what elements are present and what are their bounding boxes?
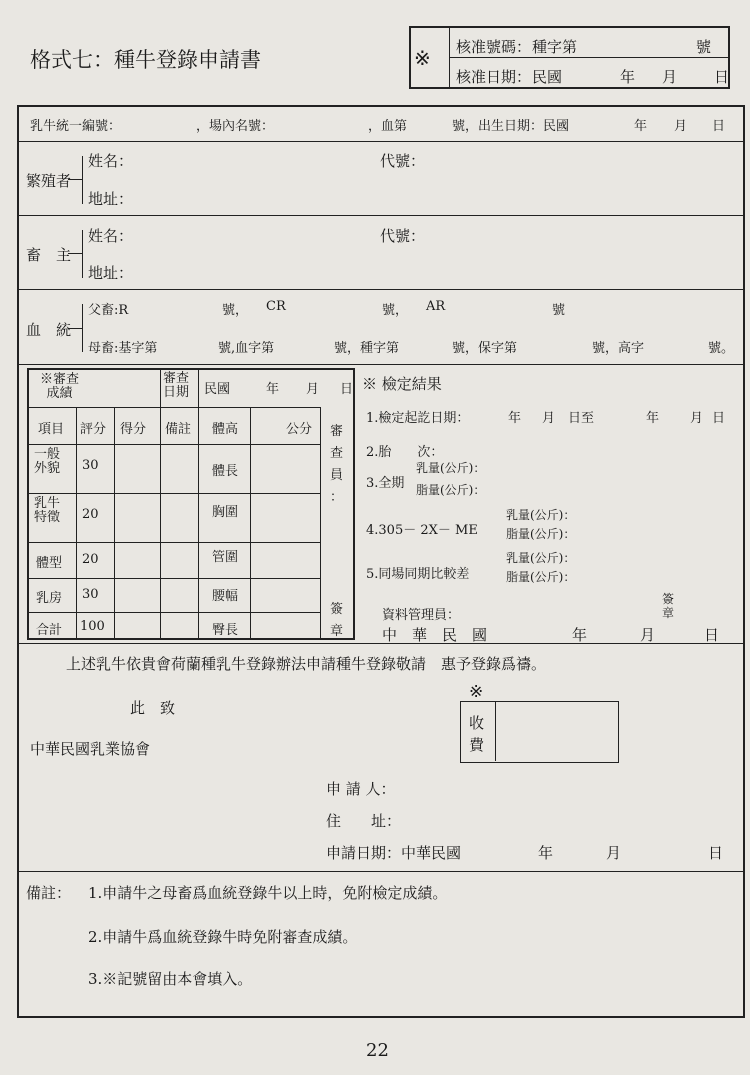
col-got: 得分 — [120, 422, 147, 437]
result-label-1: ※審查 — [40, 372, 80, 387]
item-row-1: 乳牛 特徵 — [34, 496, 61, 525]
examiner-4: ： — [330, 490, 344, 505]
item-row-3: 乳房 — [36, 591, 63, 606]
farm-name-label: ，場內名號： — [196, 119, 275, 134]
date-label-block — [163, 372, 189, 400]
blood-label: ，血第 — [368, 119, 408, 134]
test-item4: 4.305－ 2X－ ME — [366, 523, 478, 538]
measure-3: 管圍 — [212, 550, 239, 565]
test-month: 月 — [640, 626, 656, 644]
apply-month: 月 — [606, 844, 622, 862]
approval-no-value: 種字第 — [532, 38, 578, 56]
score-row-2: 20 — [82, 552, 99, 567]
col-score: 評分 — [80, 422, 107, 437]
ar-hao: 號 — [552, 303, 566, 318]
item-row-0: 一般 外貌 — [34, 447, 61, 476]
test-item1-to: 日至 — [568, 411, 595, 426]
note-2: 2.申請牛爲血統登錄牛時免附審查成績。 — [88, 928, 358, 946]
result-label-2: 成績 — [46, 386, 73, 401]
manager-sign-1: 簽 — [662, 592, 675, 606]
dam-guard: 號，保字第 — [452, 341, 518, 356]
approval-no-label: 核准號碼： — [456, 38, 532, 56]
test-item1: 1.檢定起訖日期： — [366, 411, 470, 426]
approval-no-suffix: 號 — [696, 38, 712, 56]
approval-day: 日 — [714, 68, 730, 86]
test-item1-y: 年 — [508, 411, 522, 426]
request-to: 此 致 — [130, 699, 176, 717]
dam-high: 號，高字 — [592, 341, 645, 356]
note-1: 1.申請牛之母畜爲血統登錄牛以上時，免附檢定成績。 — [88, 884, 448, 902]
breeder-address-label: 地址： — [88, 190, 134, 208]
score-row-4: 100 — [80, 619, 105, 634]
notes-label: 備註： — [26, 884, 72, 902]
apply-day: 日 — [708, 844, 724, 862]
test-item1-m2: 月 — [690, 411, 704, 426]
test-item1-d2: 日 — [712, 411, 726, 426]
breeder-code-label: 代號： — [380, 152, 426, 170]
owner-label: 畜 主 — [26, 246, 72, 264]
page-number: 22 — [366, 1040, 389, 1061]
applicant-label: 申 請 人： — [326, 780, 396, 798]
ar-label: AR — [426, 299, 446, 314]
fee-mark: ※ — [469, 682, 484, 702]
approval-month: 月 — [662, 68, 678, 86]
birth-month: 月 — [674, 119, 688, 134]
test-item3: 3.全期 — [366, 476, 405, 491]
measure-1: 體長 — [212, 464, 239, 479]
request-org: 中華民國乳業協會 — [30, 740, 151, 758]
apply-year: 年 — [538, 844, 554, 862]
examiner-3: 員 — [330, 468, 344, 483]
birth-year: 年 — [634, 119, 648, 134]
test-item3-fat: 脂量(公斤)： — [416, 483, 486, 497]
test-day: 日 — [704, 626, 720, 644]
test-item3-milk: 乳量(公斤)： — [416, 461, 486, 475]
owner-name-label: 姓名： — [88, 227, 134, 245]
birth-day: 日 — [712, 119, 726, 134]
breeder-name-label: 姓名： — [88, 152, 134, 170]
fee-1: 收 — [469, 714, 485, 732]
fee-2: 費 — [469, 736, 485, 754]
owner-code-label: 代號： — [380, 227, 426, 245]
test-item5-fat: 脂量(公斤)： — [506, 570, 576, 584]
pedigree-label: 血 統 — [26, 321, 72, 339]
item-row-4: 合計 — [36, 623, 63, 638]
unit-cm: 公分 — [286, 422, 313, 437]
test-roc: 中 華 民 國 — [382, 626, 488, 644]
data-manager-label: 資料管理員： — [382, 608, 461, 623]
measure-0: 體高 — [212, 422, 239, 437]
mark-symbol: ※ — [414, 46, 431, 70]
score-row-0: 30 — [82, 458, 99, 473]
manager-sign-2: 章 — [662, 606, 675, 620]
test-item5-milk: 乳量(公斤)： — [506, 551, 576, 565]
applicant-address-label: 住 址： — [326, 812, 402, 830]
dam-blood: 號,血字第 — [218, 341, 275, 356]
score-row-1: 20 — [82, 507, 99, 522]
approval-year: 年 — [620, 68, 636, 86]
date-label-1: 審查 — [163, 371, 190, 386]
form-title: 格式七：種牛登錄申請書 — [30, 48, 261, 72]
item-row-2: 體型 — [36, 556, 63, 571]
test-item4-fat: 脂量(公斤)： — [506, 527, 576, 541]
insp-sign-2: 章 — [330, 624, 344, 639]
test-item2: 2.胎 次： — [366, 445, 444, 460]
apply-date-label: 申請日期：中華民國 — [326, 844, 462, 862]
test-item5: 5.同場同期比較差 — [366, 567, 470, 582]
dam-end: 號。 — [708, 341, 735, 356]
request-text: 上述乳牛依貴會荷蘭種乳牛登錄辦法申請種牛登錄敬請 惠予登錄爲禱。 — [66, 655, 547, 673]
birth-date-label: 號，出生日期：民國 — [452, 119, 570, 134]
test-item1-y2: 年 — [646, 411, 660, 426]
approval-date-value: 民國 — [532, 68, 563, 86]
col-item: 項目 — [38, 422, 65, 437]
measure-4: 腰幅 — [212, 589, 239, 604]
score-row-3: 30 — [82, 587, 99, 602]
test-title: ※ 檢定結果 — [362, 375, 442, 393]
note-3: 3.※記號留由本會填入。 — [88, 970, 253, 988]
insp-year: 年 — [266, 382, 280, 397]
insp-month: 月 — [306, 382, 320, 397]
col-note: 備註 — [165, 422, 192, 437]
cr-label: CR — [266, 299, 286, 314]
examiner-2: 查 — [330, 446, 344, 461]
insp-date-value: 民國 — [204, 382, 231, 397]
breeder-label: 繁殖者 — [26, 172, 72, 190]
approval-date-label: 核准日期： — [456, 68, 532, 86]
dam-label: 母畜:基字第 — [88, 341, 158, 356]
test-year: 年 — [572, 626, 588, 644]
test-item4-milk: 乳量(公斤)： — [506, 508, 576, 522]
reg-no-label: 乳牛統一編號： — [30, 119, 122, 134]
cr-hao: 號， — [382, 303, 409, 318]
owner-address-label: 地址： — [88, 264, 134, 282]
measure-5: 臀長 — [212, 623, 239, 638]
sire-label: 父畜:R — [88, 303, 129, 318]
test-item1-m: 月 — [542, 411, 556, 426]
examiner-1: 審 — [330, 424, 344, 439]
result-label-block — [40, 373, 79, 401]
dam-seed: 號，種字第 — [334, 341, 400, 356]
sire-hao: 號， — [222, 303, 249, 318]
insp-day: 日 — [340, 382, 354, 397]
date-label-2: 日期 — [163, 385, 190, 400]
insp-sign-1: 簽 — [330, 602, 344, 617]
measure-2: 胸圍 — [212, 505, 239, 520]
